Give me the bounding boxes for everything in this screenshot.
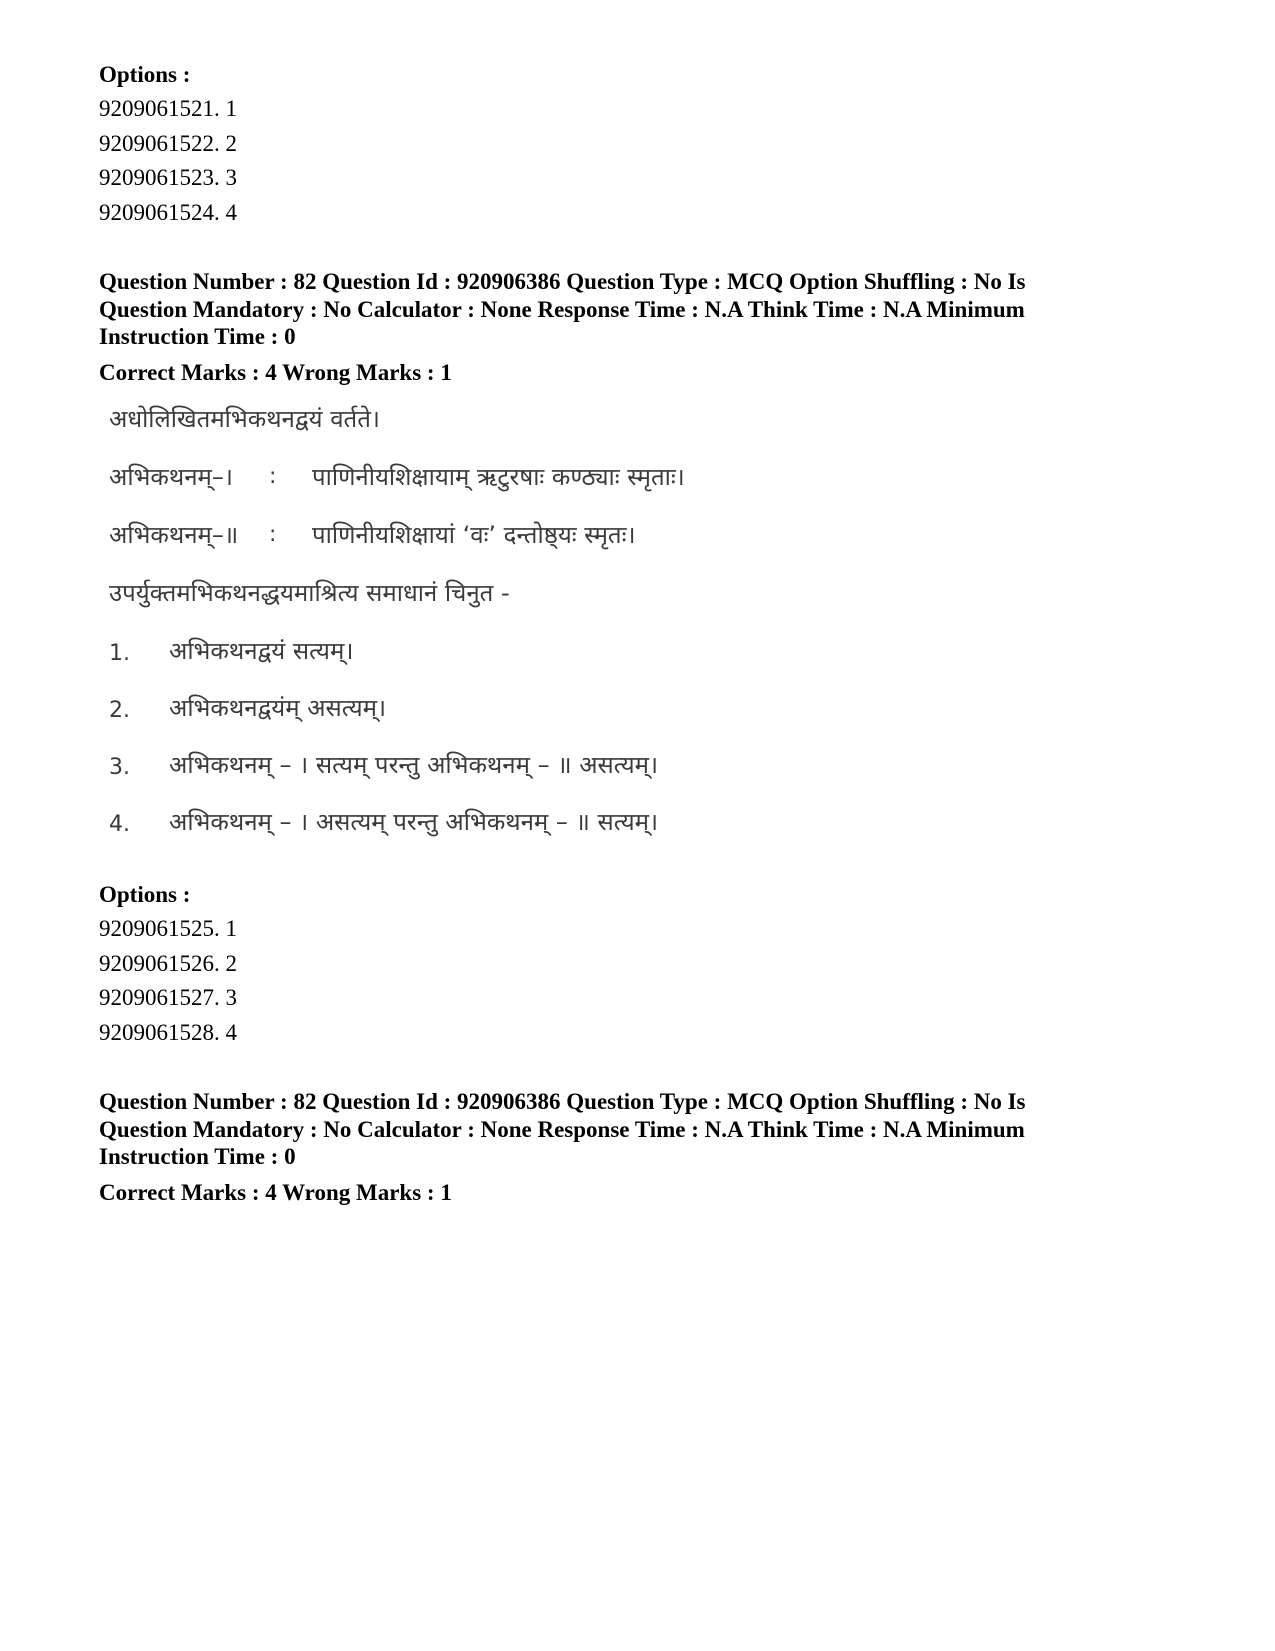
options-heading: Options : [99, 62, 191, 87]
options-heading: Options : [99, 882, 191, 907]
question-meta-line: Question Number : 82 Question Id : 920906386 Question Type : MCQ Option Shuffling : No Is [99, 1089, 1026, 1114]
choice-text: अभिकथनम् – । असत्यम् परन्तु अभिकथनम् – ॥ सत्यम्। [169, 808, 659, 836]
question-body-image [99, 402, 799, 882]
question-header-a [99, 268, 1179, 390]
option-item: 9209061524. 4 [99, 199, 237, 225]
choice-text: अभिकथनद्वयं सत्यम्। [169, 637, 354, 665]
question-meta-line: Instruction Time : 0 [99, 324, 296, 349]
option-item: 9209061525. 1 [99, 916, 237, 941]
question-header-b [99, 1088, 1179, 1210]
question-marks: Correct Marks : 4 Wrong Marks : 1 [99, 359, 452, 385]
question-meta-line: Question Mandatory : No Calculator : None Response Time : N.A Think Time : N.A Minimum [99, 1116, 1025, 1142]
statement-1-colon: : [269, 464, 277, 489]
choice-number: 4. [109, 812, 130, 837]
statement-1-label: अभिकथनम्–। [109, 463, 233, 491]
question-marks: Correct Marks : 4 Wrong Marks : 1 [99, 1179, 452, 1205]
question-meta-line: Question Mandatory : No Calculator : None Response Time : N.A Think Time : N.A Minimum [99, 296, 1025, 322]
choice-number: 1. [109, 641, 130, 666]
statement-2-colon: : [269, 522, 277, 547]
choice-text: अभिकथनम् – । सत्यम् परन्तु अभिकथनम् – ॥ असत्यम्। [169, 751, 659, 779]
option-item: 9209061522. 2 [99, 130, 237, 156]
choice-text: अभिकथनद्वयंम् असत्यम्। [169, 694, 387, 722]
statement-2-label: अभिकथनम्–॥ [109, 521, 239, 549]
question-intro: अधोलिखितमभिकथनद्वयं वर्तते। [109, 405, 381, 433]
choice-number: 3. [109, 755, 130, 780]
question-instruction: उपर्युक्तमभिकथनद्धयमाश्रित्य समाधानं चिनुत - [109, 579, 510, 607]
options-block-top [99, 58, 1179, 230]
choice-number: 2. [109, 698, 130, 723]
question-meta-line: Instruction Time : 0 [99, 1144, 296, 1169]
question-meta-line: Question Number : 82 Question Id : 920906386 Question Type : MCQ Option Shuffling : No Is [99, 269, 1026, 294]
option-item: 9209061523. 3 [99, 165, 237, 190]
option-item: 9209061521. 1 [99, 96, 237, 121]
statement-2-text: पाणिनीयशिक्षायां ‘वः’ दन्तोष्ठ्यः स्मृतः। [312, 521, 636, 549]
option-item: 9209061526. 2 [99, 950, 237, 976]
options-block-mid [99, 878, 1179, 1050]
option-item: 9209061528. 4 [99, 1019, 237, 1045]
option-item: 9209061527. 3 [99, 985, 237, 1010]
statement-1-text: पाणिनीयशिक्षायाम् ऋटुरषाः कण्ठ्याः स्मृताः। [312, 463, 685, 491]
